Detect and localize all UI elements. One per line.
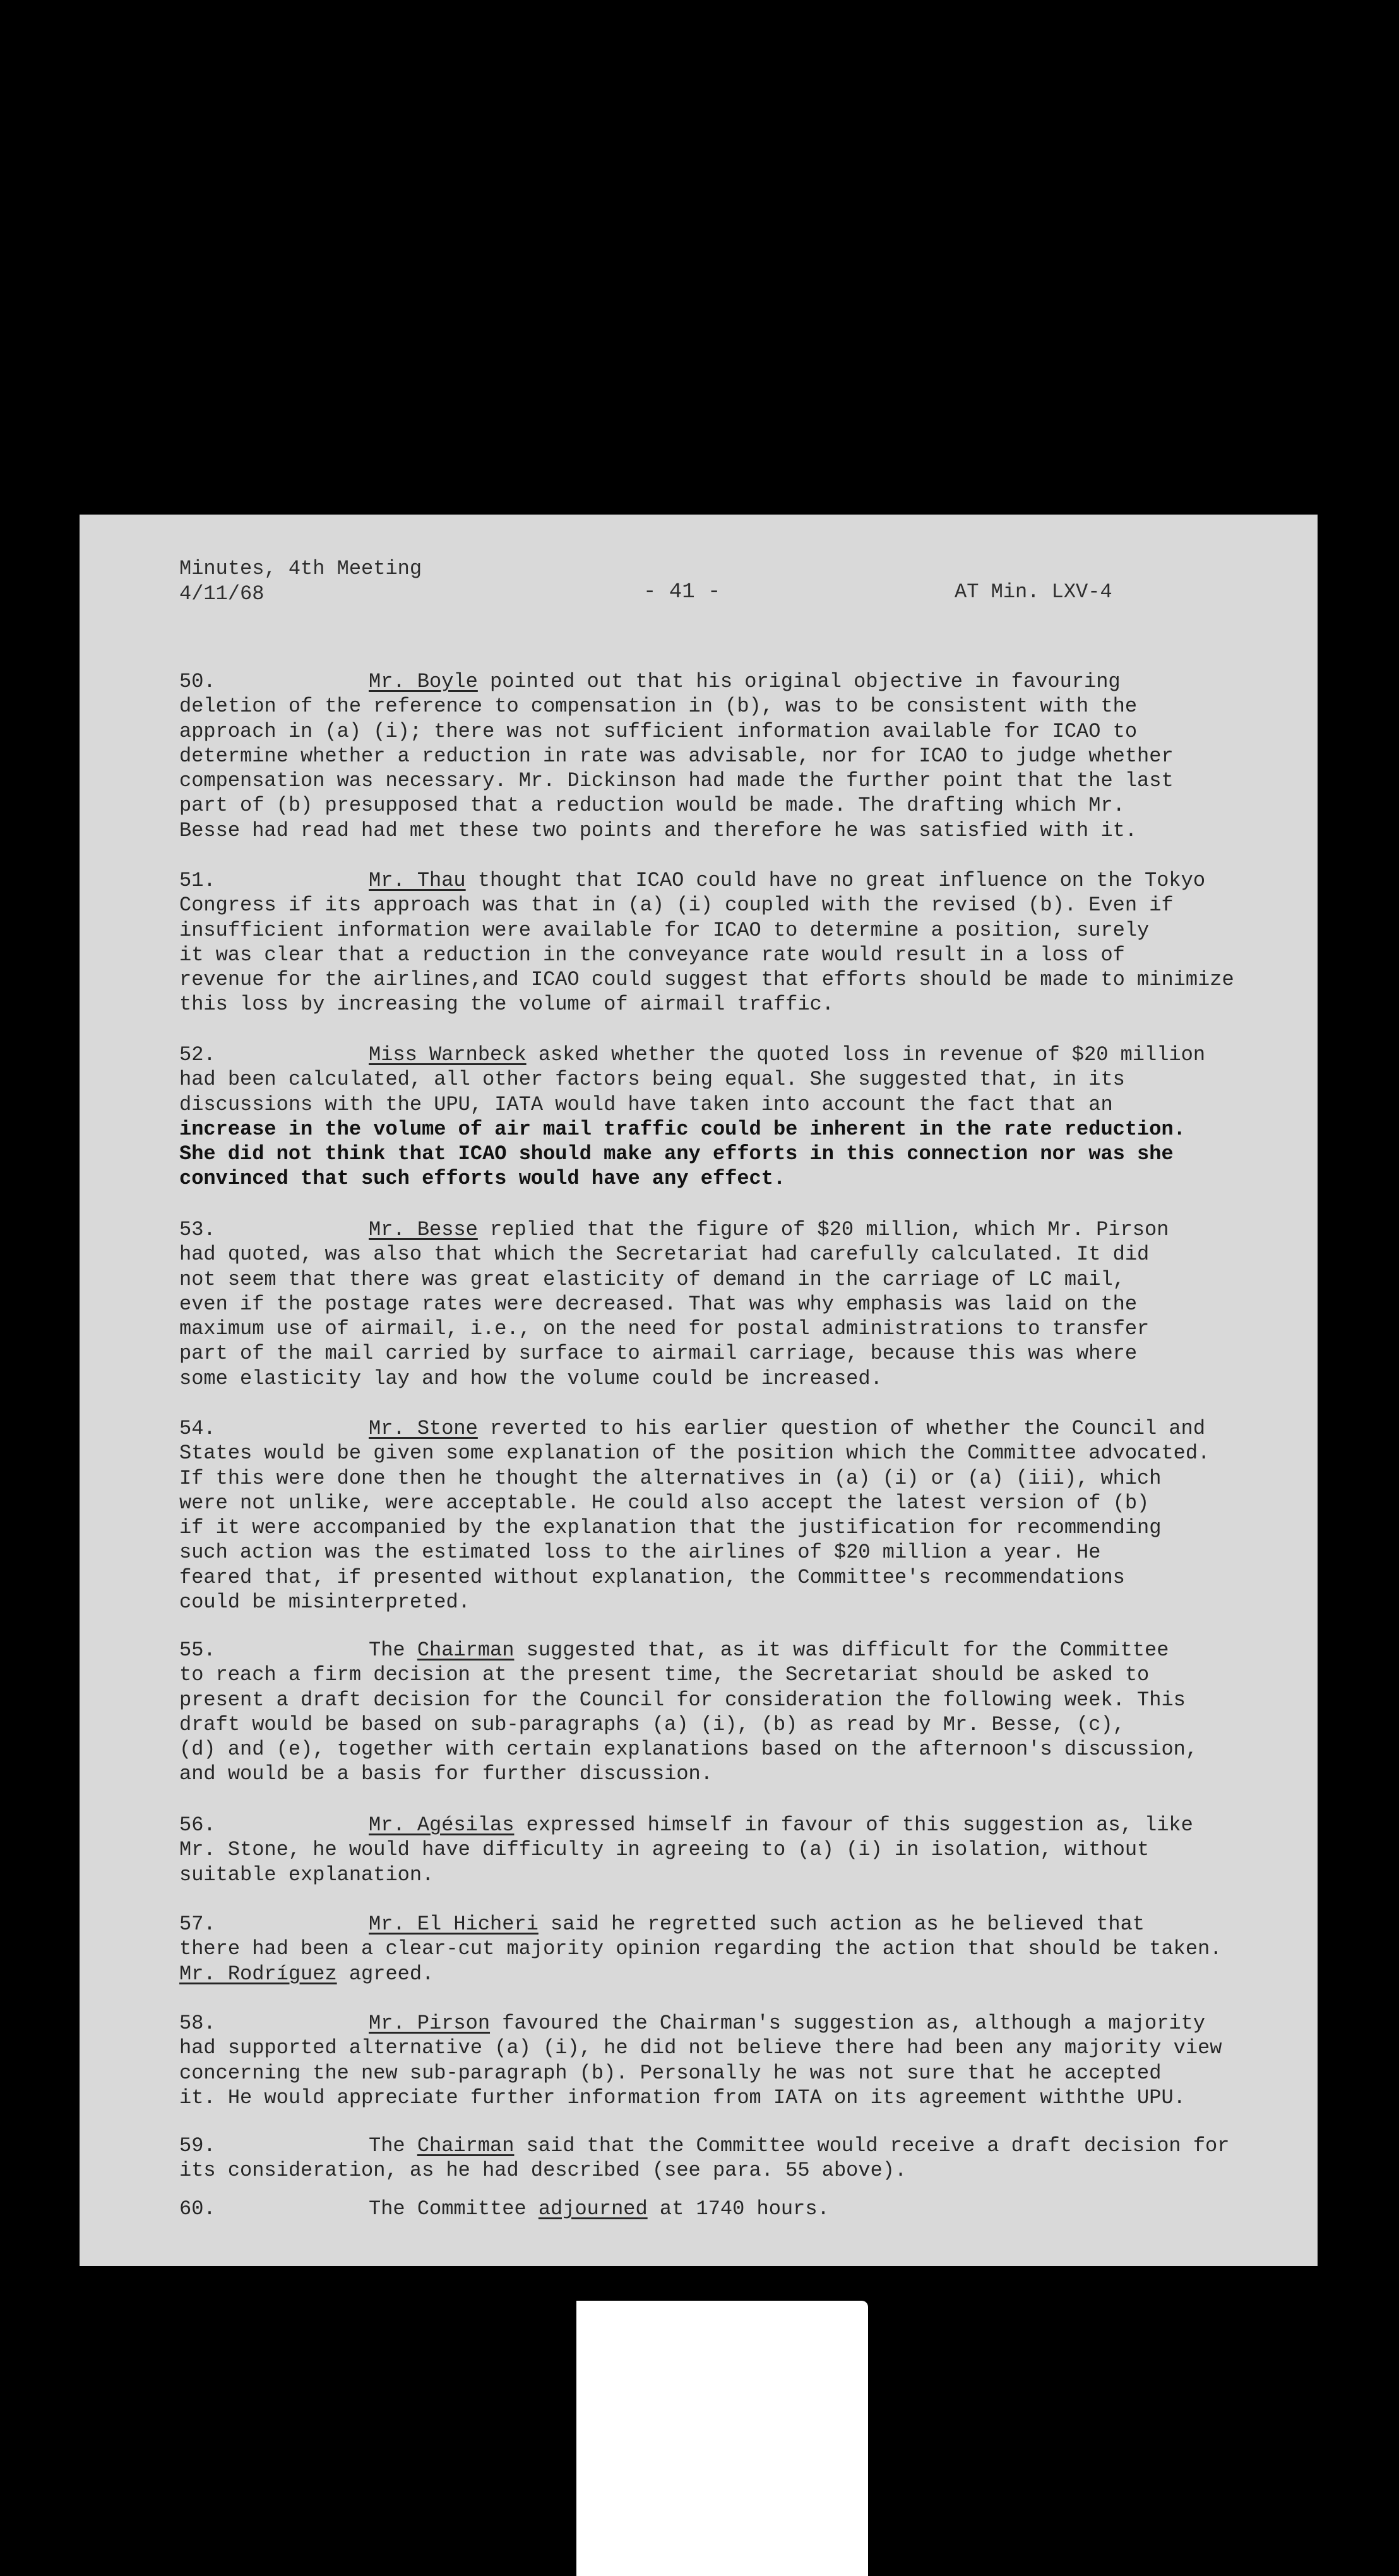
paragraph-line: to reach a firm decision at the present time, the Secretariat should be asked to bbox=[179, 1663, 1150, 1687]
paragraph-line: not seem that there was great elasticity of demand in the carriage of LC mail, bbox=[179, 1267, 1125, 1291]
paragraph-line: part of the mail carried by surface to airmail carriage, because this was where bbox=[179, 1342, 1138, 1366]
paragraph-line: it was clear that a reduction in the conveyance rate would result in a loss of bbox=[179, 943, 1125, 967]
paragraph-line: some elasticity lay and how the volume could be increased. bbox=[179, 1366, 883, 1390]
speaker-name: Chairman bbox=[417, 2134, 515, 2157]
paragraph-bold-line: increase in the volume of air mail traffic could be inherent in the rate reduction. bbox=[179, 1117, 1186, 1141]
paragraph-first-line: said he regretted such action as he believed that bbox=[538, 1912, 1145, 1936]
paragraph-lead: The bbox=[369, 1638, 417, 1662]
paragraph-57 bbox=[179, 1912, 1290, 1986]
speaker-name: Mr. Pirson bbox=[369, 2012, 491, 2035]
paragraph-number: 55. bbox=[179, 1638, 216, 1662]
paragraph-first-line: asked whether the quoted loss in revenue of $20 million bbox=[526, 1043, 1206, 1066]
paragraph-line: suitable explanation. bbox=[179, 1863, 434, 1887]
paragraph-number: 56. bbox=[179, 1813, 216, 1837]
paragraph-first-line: expressed himself in favour of this suggestion as, like bbox=[514, 1813, 1193, 1837]
paragraph-line: such action was the estimated loss to the airlines of $20 million a year. He bbox=[179, 1541, 1101, 1565]
paragraph-line: maximum use of airmail, i.e., on the need for postal administrations to transfer bbox=[179, 1317, 1150, 1341]
paragraph-number: 59. bbox=[179, 2134, 216, 2157]
paragraph-line: draft would be based on sub-paragraphs (a) (i), (b) as read by Mr. Besse, (c), bbox=[179, 1712, 1125, 1736]
speaker-name: Miss Warnbeck bbox=[369, 1043, 527, 1066]
speaker-name: Mr. Boyle bbox=[369, 670, 478, 693]
paragraph-first-line: reverted to his earlier question of whether the Council and bbox=[477, 1417, 1206, 1440]
paragraph-line: (d) and (e), together with certain explanations based on the afternoon's discussion, bbox=[179, 1738, 1198, 1762]
paragraph-52 bbox=[179, 1042, 1290, 1191]
paragraph-number: 51. bbox=[179, 869, 216, 892]
paragraph-line: and would be a basis for further discussion. bbox=[179, 1762, 713, 1786]
speaker-name: Mr. Besse bbox=[369, 1218, 478, 1241]
blank-card bbox=[576, 2301, 868, 2576]
paragraph-58 bbox=[179, 2011, 1290, 2110]
paragraph-line: approach in (a) (i); there was not sufficient information available for ICAO to bbox=[179, 719, 1138, 743]
paragraph-line: Mr. Stone, he would have difficulty in agreeing to (a) (i) in isolation, without bbox=[179, 1838, 1150, 1862]
paragraph-first-line: suggested that, as it was difficult for the Committee bbox=[514, 1638, 1169, 1662]
paragraph-line: were not unlike, were acceptable. He could also accept the latest version of (b) bbox=[179, 1491, 1150, 1515]
document-reference: AT Min. LXV-4 bbox=[955, 580, 1112, 604]
speaker-name: Mr. Thau bbox=[369, 869, 466, 892]
paragraph-line: compensation was necessary. Mr. Dickinson had made the further point that the last bbox=[179, 769, 1174, 793]
paragraph-line: feared that, if presented without explanation, the Committee's recommendations bbox=[179, 1565, 1125, 1589]
paragraph-line: present a draft decision for the Council for consideration the following week. This bbox=[179, 1688, 1186, 1712]
paragraph-line: Congress if its approach was that in (a) (i) coupled with the revised (b). Even if bbox=[179, 893, 1174, 917]
paragraph-54 bbox=[179, 1416, 1290, 1614]
paragraph-first-line: favoured the Chairman's suggestion as, although a majority bbox=[490, 2012, 1206, 2035]
paragraph-first-line: at 1740 hours. bbox=[647, 2197, 830, 2221]
paragraph-line: its consideration, as he had described (see para. 55 above). bbox=[179, 2159, 907, 2183]
paragraph-line: if it were accompanied by the explanation that the justification for recommending bbox=[179, 1516, 1162, 1540]
paragraph-number: 50. bbox=[179, 670, 216, 693]
paragraph-60 bbox=[179, 2197, 1290, 2221]
speaker-name: Mr. Agésilas bbox=[369, 1813, 515, 1837]
paragraph-51 bbox=[179, 868, 1290, 1017]
paragraph-number: 53. bbox=[179, 1218, 216, 1241]
paragraph-line: had supported alternative (a) (i), he did not believe there had been any majority view bbox=[179, 2036, 1222, 2060]
paragraph-lead: The Committee bbox=[369, 2197, 539, 2221]
paragraph-line: determine whether a reduction in rate was advisable, nor for ICAO to judge whether bbox=[179, 744, 1174, 768]
paragraph-line: even if the postage rates were decreased. That was why emphasis was laid on the bbox=[179, 1292, 1138, 1316]
paragraph-first-line: pointed out that his original objective in favouring bbox=[477, 670, 1121, 693]
paragraph-line: revenue for the airlines,and ICAO could suggest that efforts should be made to minimize bbox=[179, 968, 1234, 992]
meeting-date: 4/11/68 bbox=[179, 582, 265, 605]
meeting-header bbox=[179, 556, 422, 607]
paragraph-first-line: replied that the figure of $20 million, which Mr. Pirson bbox=[477, 1218, 1169, 1241]
paragraph-line: part of (b) presupposed that a reduction would be made. The drafting which Mr. bbox=[179, 794, 1125, 818]
paragraph-line: Besse had read had met these two points and therefore he was satisfied with it. bbox=[179, 818, 1138, 842]
speaker-name: Mr. Stone bbox=[369, 1417, 478, 1440]
document-page bbox=[80, 515, 1318, 2266]
paragraph-line: had been calculated, all other factors being equal. She suggested that, in its bbox=[179, 1068, 1125, 1092]
paragraph-line: insufficient information were available for ICAO to determine a position, surely bbox=[179, 918, 1150, 942]
paragraph-50 bbox=[179, 669, 1290, 843]
paragraph-55 bbox=[179, 1638, 1290, 1787]
paragraph-number: 58. bbox=[179, 2012, 216, 2035]
paragraph-line: discussions with the UPU, IATA would have taken into account the fact that an bbox=[179, 1092, 1113, 1116]
paragraph-line: this loss by increasing the volume of airmail traffic. bbox=[179, 993, 834, 1017]
paragraph-line: there had been a clear-cut majority opinion regarding the action that should be taken. bbox=[179, 1937, 1222, 1961]
paragraph-first-line: thought that ICAO could have no great influence on the Tokyo bbox=[465, 869, 1206, 892]
speaker-name: Mr. El Hicheri bbox=[369, 1912, 539, 1936]
paragraph-first-line: said that the Committee would receive a draft decision for bbox=[514, 2134, 1230, 2157]
paragraph-bold-line: convinced that such efforts would have any effect. bbox=[179, 1167, 786, 1191]
paragraph-line: If this were done then he thought the alternatives in (a) (i) or (a) (iii), which bbox=[179, 1466, 1162, 1490]
paragraph-53 bbox=[179, 1217, 1290, 1391]
paragraph-59 bbox=[179, 2133, 1290, 2183]
paragraph-number: 52. bbox=[179, 1043, 216, 1066]
paragraph-tail: agreed. bbox=[336, 1962, 434, 1986]
paragraph-line: it. He would appreciate further information from IATA on its agreement withthe UPU. bbox=[179, 2085, 1186, 2109]
paragraph-56 bbox=[179, 1813, 1290, 1887]
paragraph-lead: The bbox=[369, 2134, 417, 2157]
paragraph-line: States would be given some explanation of the position which the Committee advocated. bbox=[179, 1441, 1210, 1465]
speaker-name: Mr. Rodríguez bbox=[179, 1962, 337, 1986]
speaker-name: Chairman bbox=[417, 1638, 515, 1662]
paragraph-line: deletion of the reference to compensation in (b), was to be consistent with the bbox=[179, 695, 1138, 719]
paragraph-number: 57. bbox=[179, 1912, 216, 1936]
speaker-name: adjourned bbox=[538, 2197, 648, 2221]
meeting-title: Minutes, 4th Meeting bbox=[179, 557, 422, 580]
paragraph-bold-line: She did not think that ICAO should make any efforts in this connection nor was she bbox=[179, 1142, 1174, 1166]
paragraph-number: 54. bbox=[179, 1417, 216, 1440]
paragraph-number: 60. bbox=[179, 2197, 216, 2221]
page-number: - 41 - bbox=[643, 580, 721, 604]
paragraph-line: had quoted, was also that which the Secretariat had carefully calculated. It did bbox=[179, 1243, 1150, 1267]
paragraph-line: concerning the new sub-paragraph (b). Personally he was not sure that he accepted bbox=[179, 2061, 1162, 2085]
paragraph-line: could be misinterpreted. bbox=[179, 1590, 470, 1614]
